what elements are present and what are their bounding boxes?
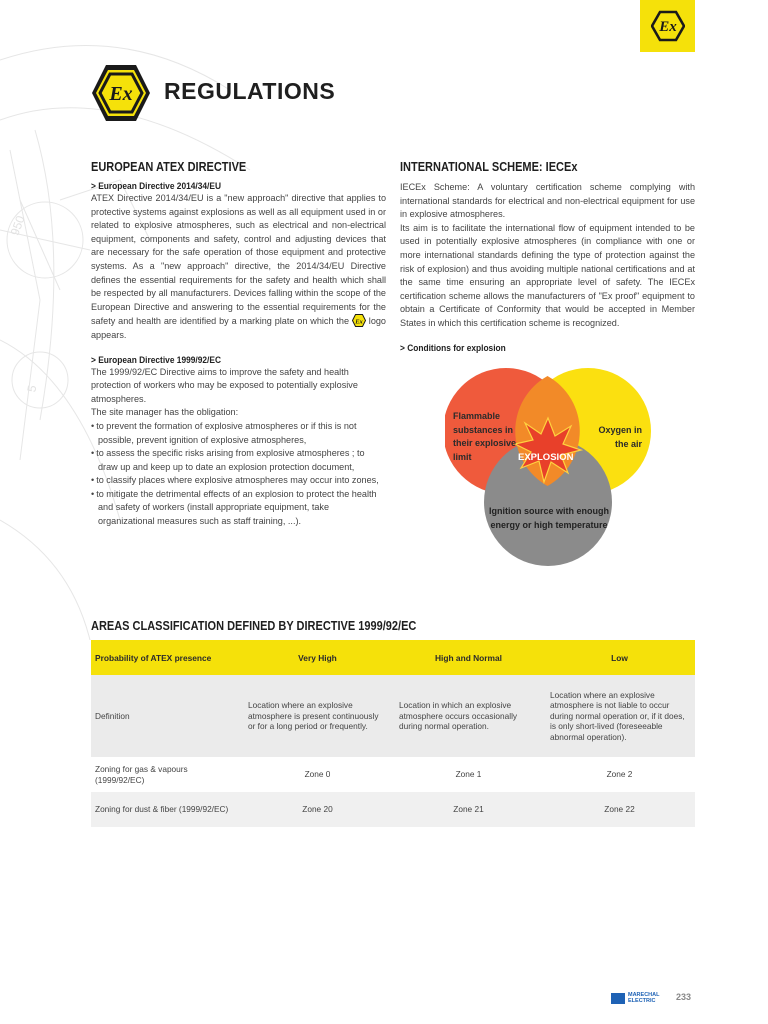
conditions-heading: > Conditions for explosion bbox=[400, 342, 506, 353]
header-cell: Probability of ATEX presence bbox=[91, 640, 242, 675]
list-item: • to assess the specific risks arising from explosive atmospheres ; to draw up and keep up to date an explosion protection document, bbox=[91, 447, 386, 474]
table-cell: Zone 2 bbox=[544, 757, 695, 792]
directive-2014-text bbox=[91, 192, 386, 343]
table-row bbox=[91, 792, 695, 827]
directive-2014-subheading: > European Directive 2014/34/EU bbox=[91, 181, 221, 191]
table-cell: Zone 0 bbox=[242, 757, 393, 792]
section-tab bbox=[640, 0, 695, 52]
header-cell: Low bbox=[544, 640, 695, 675]
obligation-list bbox=[91, 420, 386, 529]
ex-marking-text: Ex bbox=[355, 318, 363, 326]
oxygen-label: Oxygen in the air bbox=[598, 425, 642, 449]
iecex-section bbox=[400, 160, 695, 354]
table-cell: Zoning for dust & fiber (1999/92/EC) bbox=[91, 792, 242, 827]
table-row bbox=[91, 675, 695, 757]
marechal-logo bbox=[611, 992, 659, 1004]
zones-table bbox=[91, 640, 695, 827]
iecex-para-2: Its aim is to facilitate the international flow of equipment intended to be used in potentially explosive atmospheres (in compliance with one or more international standards defining the type of protection against the risk of explosion) and thus avoiding multiple national certifications and at the same time ensuring an appropriate level of safety. The IECEx certification scheme allows the manufacturers of "Ex proof" equipment to obtain a Certificate of Conformity that would be accepted in Member States in which this certification scheme is recognized. bbox=[400, 222, 695, 328]
table-header-row bbox=[91, 640, 695, 675]
marechal-logo-icon bbox=[611, 993, 625, 1004]
table-cell: Location where an explosive atmosphere is present continuously or for a long period or frequently. bbox=[242, 675, 393, 757]
svg-text:950: 950 bbox=[7, 213, 28, 238]
ex-icon bbox=[651, 10, 685, 42]
table-heading: AREAS CLASSIFICATION DEFINED BY DIRECTIVE 1999/92/EC bbox=[91, 619, 417, 633]
table-cell: Location where an explosive atmosphere is not liable to occur during normal operation or, if it does, is only short-lived (foreseeable abnormal operation). bbox=[544, 675, 695, 757]
table-cell: Zone 1 bbox=[393, 757, 544, 792]
table-cell: Zone 20 bbox=[242, 792, 393, 827]
page-title: REGULATIONS bbox=[164, 78, 336, 104]
iecex-para-1: IECEx Scheme: A voluntary certification scheme complying with international standards for electrical and non-electrical equipment for use in explosive atmospheres. bbox=[400, 182, 695, 220]
header-cell: Very High bbox=[242, 640, 393, 675]
table-cell: Zone 21 bbox=[393, 792, 544, 827]
explosion-venn-diagram bbox=[445, 368, 660, 568]
ex-marking-icon bbox=[352, 314, 366, 327]
flammable-label: Flammable substances in their explosive limit bbox=[453, 411, 517, 462]
ex-logo-icon bbox=[90, 62, 152, 124]
list-item: • to classify places where explosive atmospheres may occur into zones, bbox=[91, 474, 386, 488]
table-cell: Definition bbox=[91, 675, 242, 757]
list-item: • to prevent the formation of explosive atmospheres or if this is not possible, prevent ignition of explosive atmospheres, bbox=[91, 420, 386, 447]
table-cell: Zone 22 bbox=[544, 792, 695, 827]
atex-section bbox=[91, 160, 386, 529]
ex-logo-text: Ex bbox=[109, 83, 133, 105]
page-number: 233 bbox=[676, 992, 692, 1002]
directive-1999-subheading: > European Directive 1999/92/EC bbox=[91, 354, 221, 365]
header-cell: High and Normal bbox=[393, 640, 544, 675]
svg-text:5: 5 bbox=[24, 384, 40, 394]
ex-tab-text: Ex bbox=[658, 19, 677, 35]
brand-line-2: ELECTRIC bbox=[628, 998, 656, 1004]
directive-2014-text-a: ATEX Directive 2014/34/EU is a "new approach" directive that applies to protective systems against explosions as well as all equipment used in or related to explosive atmospheres, such as electrical and non-electrical equipment, components and safety, control and adjusting devices that are necessary for the safe operation of those equipment and protective systems. As a "new approach" directive, the 2014/34/EU Directive defines the essential requirements for the safety and health which shall be respected by all manufacturers. Devices falling within the scope of the European Directive and answering to the essential requirements for the safety and health are identified by a marking plate on which the bbox=[91, 193, 386, 327]
ignition-label: Ignition source with enough energy or high temperature bbox=[489, 506, 609, 530]
brand-line-1: MARECHAL bbox=[628, 992, 660, 998]
brand-name bbox=[628, 992, 659, 1004]
directive-2014-text-b: logo appears. bbox=[91, 316, 386, 340]
explosion-label: EXPLOSION bbox=[518, 452, 574, 463]
directive-1999-intro: The 1999/92/EC Directive aims to improve the safety and health protection of workers who may be exposed to potentially explosive atmospheres. bbox=[91, 366, 358, 404]
list-item: • to mitigate the detrimental effects of an explosion to protect the health and safety of workers (install appropriate equipment, take organizational measures such as staff training, ...). bbox=[91, 488, 386, 529]
iecex-heading: INTERNATIONAL SCHEME: IECEx bbox=[400, 160, 578, 174]
obligation-text: The site manager has the obligation: bbox=[91, 407, 239, 418]
table-cell: Location in which an explosive atmosphere occurs occasionally during normal operation. bbox=[393, 675, 544, 757]
table-cell: Zoning for gas & vapours (1999/92/EC) bbox=[91, 757, 242, 792]
table-row bbox=[91, 757, 695, 792]
atex-heading: EUROPEAN ATEX DIRECTIVE bbox=[91, 160, 247, 174]
venn-shapes bbox=[445, 368, 660, 568]
